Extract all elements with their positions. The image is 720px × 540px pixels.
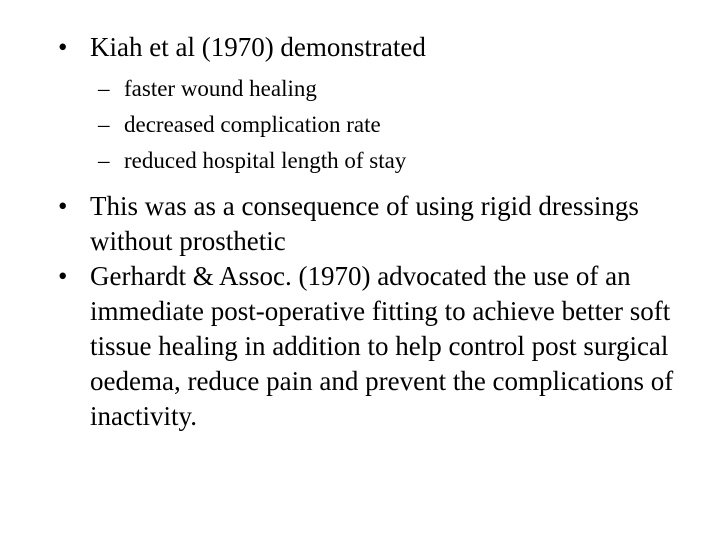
bullet-item-gerhardt (56, 259, 676, 434)
bullet-item-kiah (56, 30, 676, 179)
sub-bullet-item (98, 107, 676, 143)
bullet-text: Gerhardt & Assoc. (1970) advocated the use of an immediate post-operative fitting to achieve better soft tissue healing in addition to help control post surgical oedema, reduce pain and prevent the complications of inactivity. (90, 261, 674, 431)
bullet-list (56, 30, 676, 434)
sub-bullet-text: reduced hospital length of stay (124, 148, 407, 173)
bullet-marker: • (58, 191, 68, 221)
bullet-item-rigid-dressings (56, 189, 676, 259)
sub-bullet-item (98, 71, 676, 107)
sub-bullet-marker: – (98, 148, 110, 173)
sub-bullet-item (98, 143, 676, 179)
sub-bullet-list (90, 71, 676, 179)
sub-bullet-text: faster wound healing (124, 76, 317, 101)
bullet-text: This was as a consequence of using rigid dressings without prosthetic (90, 191, 639, 256)
sub-bullet-text: decreased complication rate (124, 112, 381, 137)
bullet-marker: • (58, 32, 68, 62)
sub-bullet-marker: – (98, 112, 110, 137)
sub-bullet-marker: – (98, 76, 110, 101)
bullet-marker: • (58, 261, 68, 291)
bullet-text: Kiah et al (1970) demonstrated (90, 32, 426, 62)
